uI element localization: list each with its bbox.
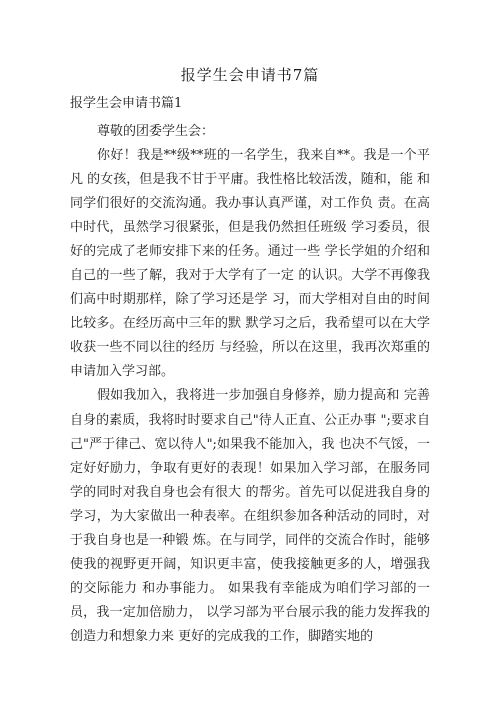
section-heading: 报学生会申请书篇1 — [70, 96, 183, 111]
salutation: 尊敬的团委学生会： — [97, 124, 215, 139]
paragraph-1: 你好！我是**级**班的一名学生，我来自**。我是一个平凡 的女孩，但是我不甘于平庸。我性格比较活泼，随和，能 和同学们很好的交流沟通。我办事认真严谨，对工作负 责。在高中时代，虽然学习很紧张，但是我仍然担任班级 学习委员，很好的完成了老师安排下来的任务。通过一些 学长学姐的介绍和自己的一些了解，我对于大学有了一定 的认识。大学不再像我们高中时期那样，除了学习还是学 习，而大学相对自由的时间比较多。在经历高中三年的默 默学习之后，我希望可以在大学收获一些不同以往的经历 与经验，所以在这里，我再次郑重的申请加入学习部。 — [70, 148, 430, 380]
document-title: 报学生会申请书7篇 — [180, 66, 320, 84]
body-text — [70, 144, 430, 649]
paragraph-2: 假如我加入，我将进一步加强自身修养，励力提高和 完善自身的素质，我将时时要求自己"待人正直、公正办事 ";要求自己"严于律己、宽以待人";如果我不能加入，我 也决不气馁，一定好好励力，争取有更好的表现！如果加入学习部，在服务同学的同时对我自身也会有很大 的帮劣。首先可以促进我自身的学习，为大家做出一种表率。在组织参加各种活动的同时，对于我自身也是一种锻 炼。在与同学，同伴的交流合作时，能够使我的视野更开阔，知识更丰富，使我接触更多的人，增强我的交际能力 和办事能力。 如果我有幸能成为咱们学习部的一员，我一定加倍励力， 以学习部为平台展示我的能力发挥我的创造力和想象力来 更好的完成我的工作，脚踏实地的 — [70, 388, 430, 644]
